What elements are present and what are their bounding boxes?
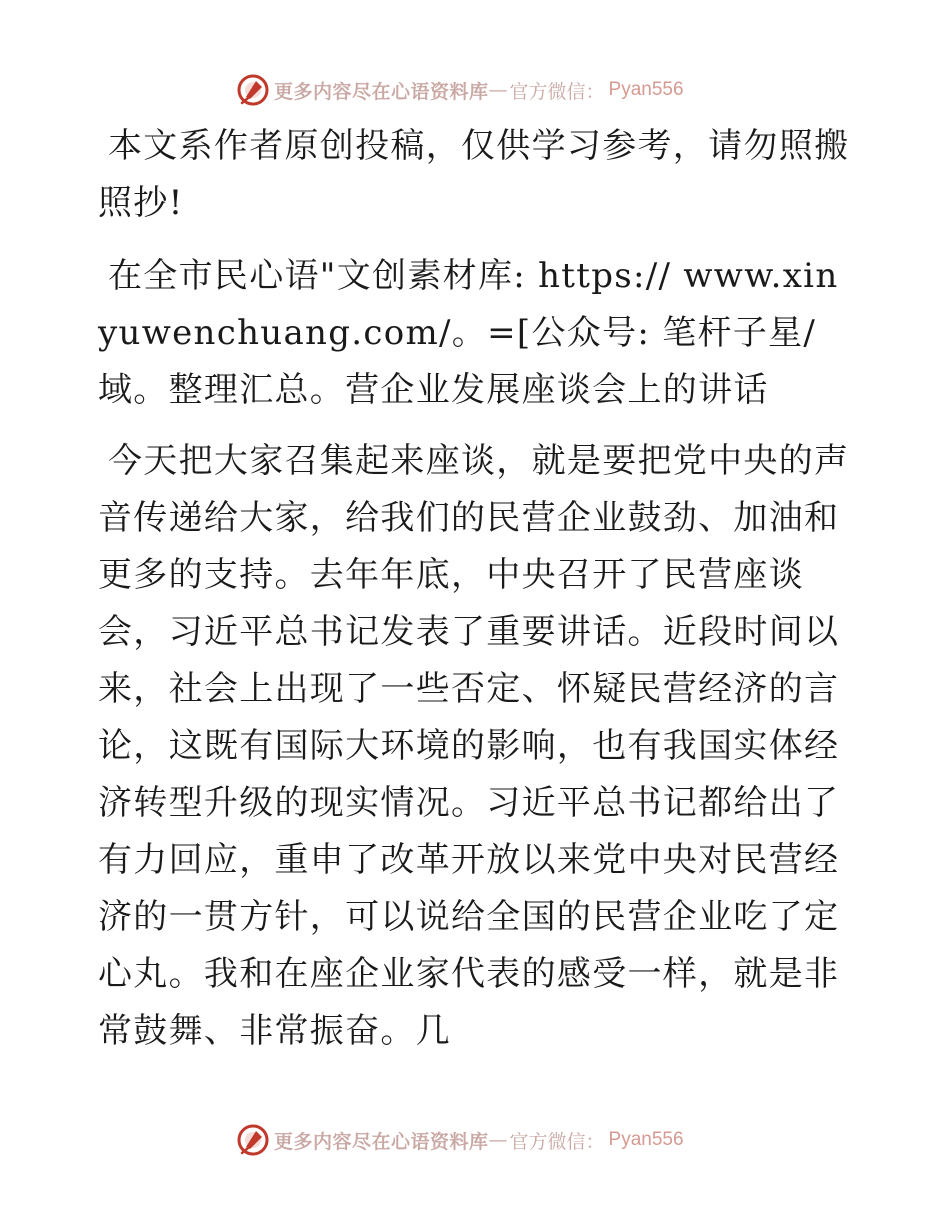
banner-separator: —	[488, 1129, 508, 1151]
banner-official-label: 官方微信：	[509, 1130, 605, 1153]
banner-brand-text: 更多内容尽在心语资料库	[274, 1130, 489, 1153]
banner-official-label: 官方微信：	[509, 80, 605, 103]
banner-brand-text: 更多内容尽在心语资料库	[274, 80, 489, 103]
pen-nib-logo-icon	[236, 73, 270, 107]
document-body	[98, 118, 858, 1060]
banner-wechat-id: Pyan556	[608, 1129, 684, 1150]
paragraph-disclaimer: 本文系作者原创投稿，仅供学习参考，请勿照搬照抄!	[98, 126, 850, 223]
footer-banner	[236, 1122, 716, 1158]
paragraph-source: 在全市民心语"文创素材库: https:// www.xinyuwenchuang.com/。=[公众号: 笔杆子星/域。整理汇总。营企业发展座谈会上的讲话	[98, 256, 839, 410]
banner-separator: —	[488, 79, 508, 101]
paragraph-speech-body: 今天把大家召集起来座谈，就是要把党中央的声音传递给大家，给我们的民营企业鼓劲、加油和更多的支持。去年年底，中央召开了民营座谈会，习近平总书记发表了重要讲话。近段时间以来，社会上出现了一些否定、怀疑民营经济的言论，这既有国际大环境的影响，也有我国实体经济转型升级的现实情况。习近平总书记都给出了有力回应，重申了改革开放以来党中央对民营经济的一贯方针，可以说给全国的民营企业吃了定心丸。我和在座企业家代表的感受一样，就是非常鼓舞、非常振奋。几	[98, 441, 850, 1051]
pen-nib-logo-icon	[236, 1123, 270, 1157]
header-banner	[236, 72, 716, 108]
banner-wechat-id: Pyan556	[608, 79, 684, 100]
